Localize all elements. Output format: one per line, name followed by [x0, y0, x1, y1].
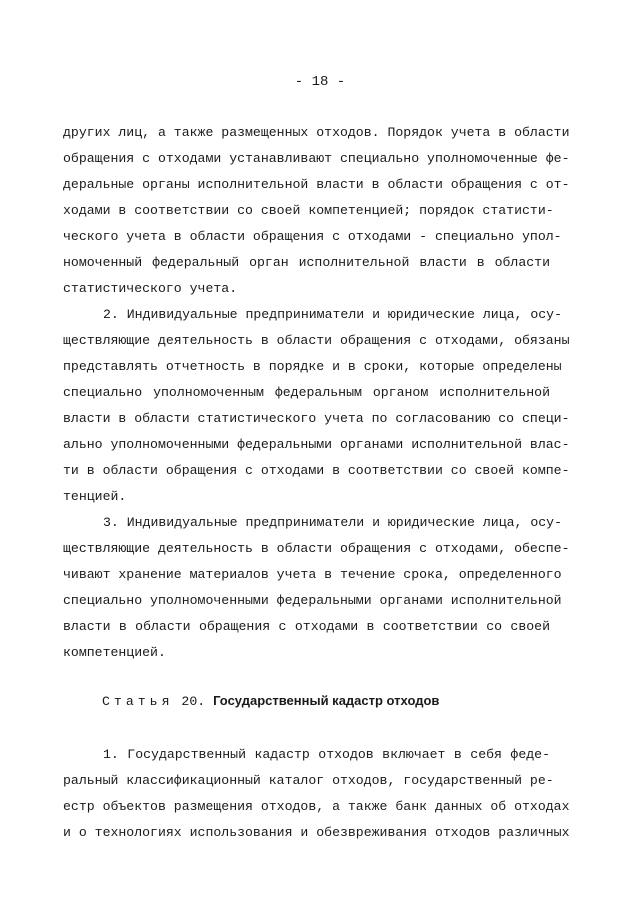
text-line: естр объектов размещения отходов, а также банк данных об отходах [63, 799, 570, 814]
text-line: и о технологиях использования и обезвреживания отходов различных [63, 825, 570, 840]
text-line: ходами в соответствии со своей компетенцией; порядок статисти- [63, 203, 554, 218]
article-heading [102, 688, 439, 715]
text-line: тенцией. [63, 489, 127, 504]
article-paragraph-1 [63, 742, 570, 846]
text-line: ально уполномоченными федеральными органами исполнительной влас- [63, 437, 570, 452]
text-line: ществляющие деятельность в области обращения с отходами, обеспе- [63, 541, 570, 556]
paragraph-2 [63, 302, 570, 510]
text-line: ти в области обращения с отходами в соответствии со своей компе- [63, 463, 570, 478]
text-line: чивают хранение материалов учета в течение срока, определенного [63, 567, 562, 582]
text-line: других лиц, а также размещенных отходов. Порядок учета в области [63, 125, 570, 140]
text-line: специально уполномоченными федеральными органами исполнительной [63, 593, 562, 608]
text-line: представлять отчетность в порядке и в сроки, которые определены [63, 359, 562, 374]
text-line: 2. Индивидуальные предприниматели и юридические лица, осу- [103, 307, 562, 322]
text-line: обращения с отходами устанавливают специально уполномоченные фе- [63, 151, 570, 166]
text-line: специально уполномоченным федеральным органом исполнительной [63, 385, 550, 400]
text-line: власти в области статистического учета по согласованию со специ- [63, 411, 570, 426]
text-line: 1. Государственный кадастр отходов включает в себя феде- [103, 747, 550, 762]
text-line: ральный классификационный каталог отходов, государственный ре- [63, 773, 554, 788]
text-line: ществляющие деятельность в области обращения с отходами, обязаны [63, 333, 570, 348]
paragraph-1 [63, 120, 570, 302]
article-title: Государственный кадастр отходов [213, 693, 440, 708]
text-line: статистического учета. [63, 281, 238, 296]
article-label: Статья [102, 694, 174, 709]
paragraph-3 [63, 510, 570, 666]
page-number: - 18 - [294, 74, 346, 90]
text-line: компетенцией. [63, 645, 166, 660]
text-line: деральные органы исполнительной власти в области обращения с от- [63, 177, 570, 192]
text-line: 3. Индивидуальные предприниматели и юридические лица, осу- [103, 515, 562, 530]
text-line: ческого учета в области обращения с отходами - специально упол- [63, 229, 562, 244]
text-line: номоченный федеральный орган исполнительной власти в области [63, 255, 550, 270]
article-number: 20. [181, 694, 206, 709]
text-line: власти в области обращения с отходами в соответствии со своей [63, 619, 550, 634]
